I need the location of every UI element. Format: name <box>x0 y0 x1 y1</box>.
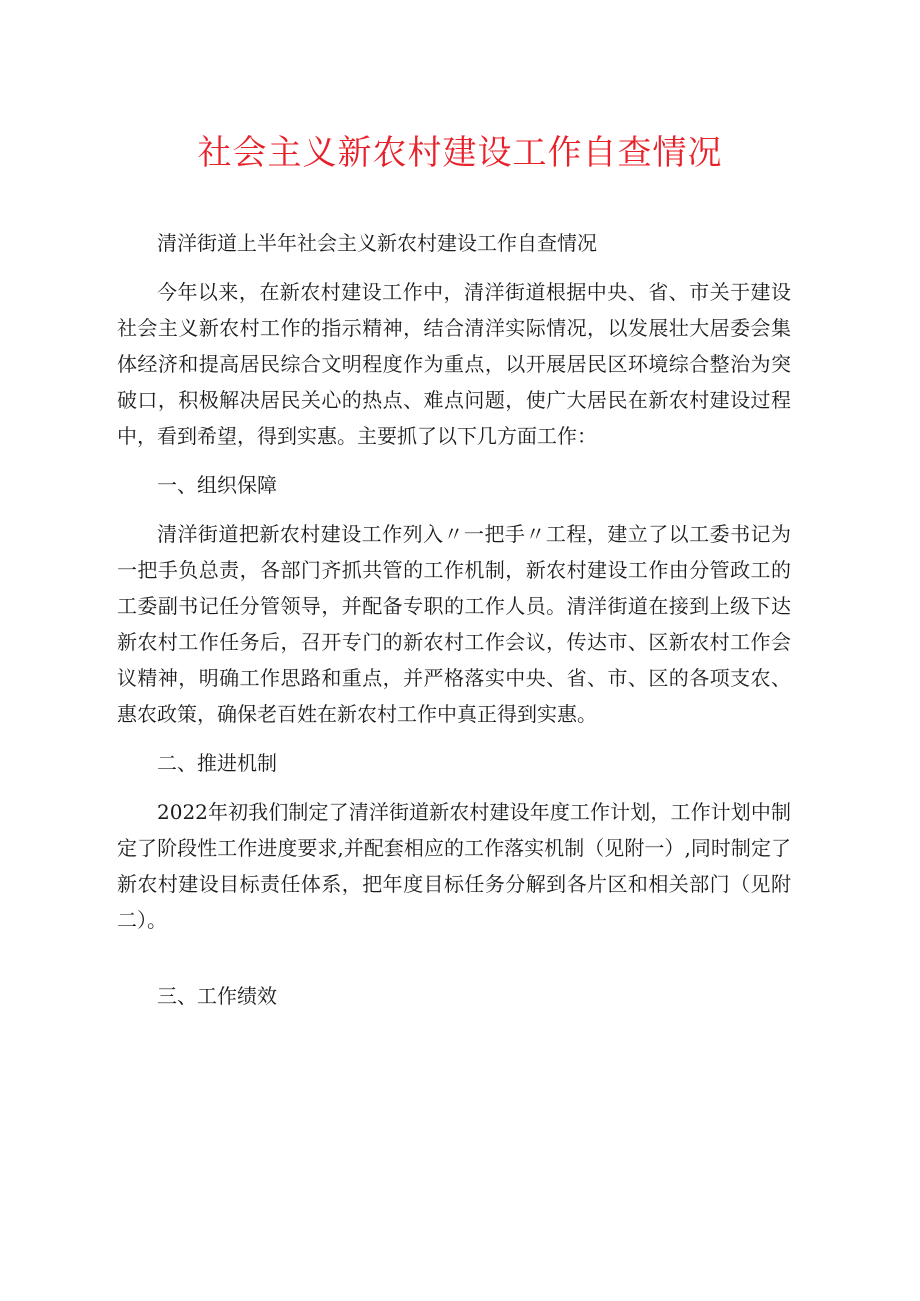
document-title: 社会主义新农村建设工作自查情况 <box>197 133 723 173</box>
subtitle-paragraph: 清洋街道上半年社会主义新农村建设工作自查情况 <box>157 231 597 255</box>
section-heading-performance: 三、工作绩效 <box>157 984 277 1008</box>
mechanism-paragraph: 2022年初我们制定了清洋街道新农村建设年度工作计划，工作计划中制定了阶段性工作进度要求,并配套相应的工作落实机制（见附一）,同时制定了新农村建设目标责任体系，把年度目标任务分解到各片区和相关部门（见附二）。 <box>117 800 791 932</box>
section-heading-mechanism: 二、推进机制 <box>157 751 277 775</box>
organization-paragraph: 清洋街道把新农村建设工作列入〃一把手〃工程，建立了以工委书记为一把手负总责，各部门齐抓共管的工作机制，新农村建设工作由分管政工的工委副书记任分管领导，并配备专职的工作人员。清洋街道在接到上级下达新农村工作任务后，召开专门的新农村工作会议，传达市、区新农村工作会议精神，明确工作思路和重点，并严格落实中央、省、市、区的各项支农、惠农政策，确保老百姓在新农村工作中真正得到实惠。 <box>117 522 791 726</box>
intro-paragraph: 今年以来，在新农村建设工作中，清洋街道根据中央、省、市关于建设社会主义新农村工作的指示精神，结合清洋实际情况，以发展壮大居委会集体经济和提高居民综合文明程度作为重点，以开展居民区环境综合整治为突破口，积极解决居民关心的热点、难点问题，使广大居民在新农村建设过程中，看到希望，得到实惠。主要抓了以下几方面工作： <box>117 280 791 448</box>
section-heading-organization: 一、组织保障 <box>157 473 277 497</box>
document-body <box>117 225 791 1014</box>
